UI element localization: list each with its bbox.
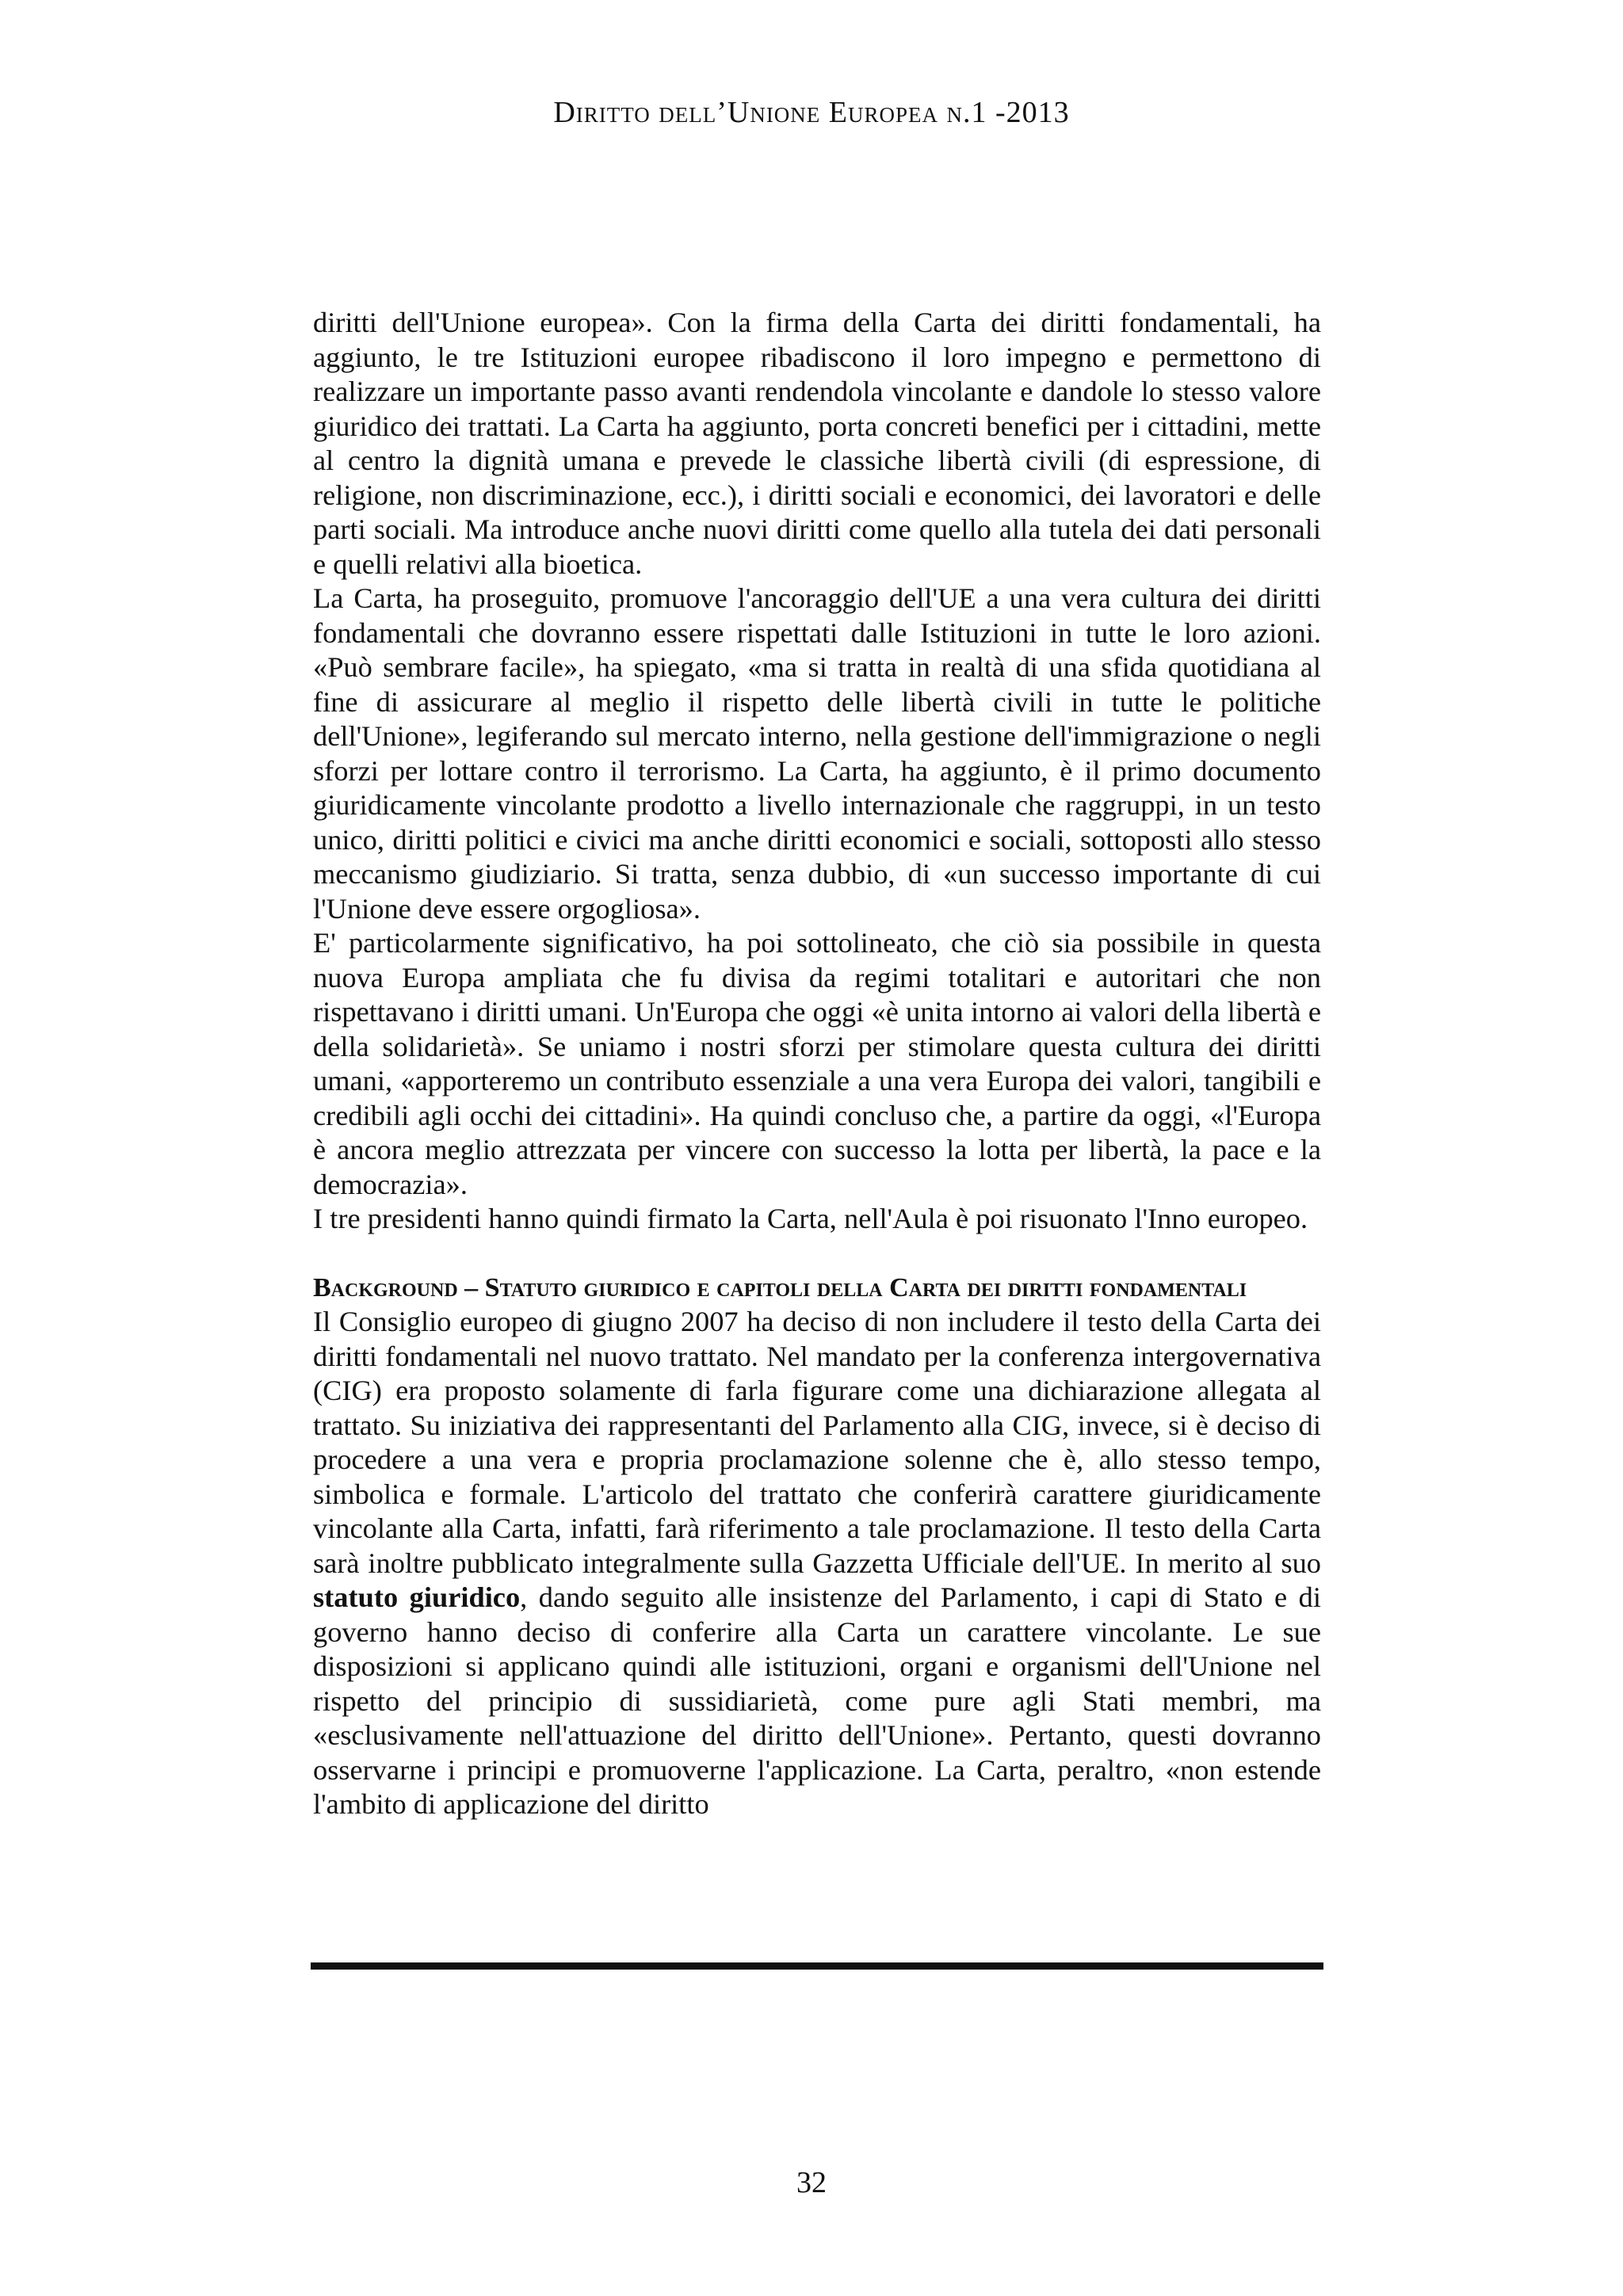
running-head: Diritto dell’Unione Europea n.1 -2013 — [553, 96, 1070, 129]
section-paragraph — [313, 1305, 1321, 1822]
section-heading: Background – Statuto giuridico e capitoli della Carta dei diritti fondamentali — [313, 1272, 1247, 1302]
bold-term: statuto giuridico — [313, 1581, 521, 1613]
section-text-part-1: Il Consiglio europeo di giugno 2007 ha deciso di non includere il testo della Carta dei diritti fondamentali nel nuovo trattato. Nel mandato per la conferenza intergovernativa (CIG) era proposto solamente di farla figurare come una dichiarazione allegata al trattato. Su iniziativa dei rappresentanti del Parlamento alla CIG, invece, si è deciso di procedere a una vera e propria proclamazione solenne che è, allo stesso tempo, simbolica e formale. L'articolo del trattato che conferirà carattere giuridicamente vincolante alla Carta, infatti, farà riferimento a tale proclamazione. Il testo della Carta sarà inoltre pubblicato integralmente sulla Gazzetta Ufficiale dell'UE. In merito al suo — [313, 1306, 1321, 1579]
paragraph-4: I tre presidenti hanno quindi firmato la Carta, nell'Aula è poi risuonato l'Inno europeo. — [313, 1203, 1308, 1234]
paragraph-3: E' particolarmente significativo, ha poi sottolineato, che ciò sia possibile in questa nuova Europa ampliata che fu divisa da regimi totalitari e autoritari che non rispettavano i diritti umani. Un'Europa che oggi «è unita intorno ai valori della libertà e della solidarietà». Se uniamo i nostri sforzi per stimolare questa cultura dei diritti umani, «apporteremo un contributo essenziale a una vera Europa dei valori, tangibili e credibili agli occhi dei cittadini». Ha quindi concluso che, a partire da oggi, «l'Europa è ancora meglio attrezzata per vincere con successo la lotta per libertà, la pace e la democrazia». — [313, 927, 1321, 1200]
footnote-separator-rule — [311, 1962, 1323, 1970]
page-number: 32 — [796, 2166, 827, 2199]
body-text — [313, 306, 1321, 1822]
paragraph-2: La Carta, ha proseguito, promuove l'ancoraggio dell'UE a una vera cultura dei diritti fondamentali che dovranno essere rispettati dalle Istituzioni in tutte le loro azioni. «Può sembrare facile», ha spiegato, «ma si tratta in realtà di una sfida quotidiana al fine di assicurare al meglio il rispetto delle libertà civili in tutte le politiche dell'Unione», legiferando sul mercato interno, nella gestione dell'immigrazione o negli sforzi per lottare contro il terrorismo. La Carta, ha aggiunto, è il primo documento giuridicamente vincolante prodotto a livello internazionale che raggruppi, in un testo unico, diritti politici e civici ma anche diritti economici e sociali, sottoposti allo stesso meccanismo giudiziario. Si tratta, senza dubbio, di «un successo importante di cui l'Unione deve essere orgogliosa». — [313, 582, 1321, 925]
paragraph-1: diritti dell'Unione europea». Con la firma della Carta dei diritti fondamentali, ha aggiunto, le tre Istituzioni europee ribadiscono il loro impegno e permettono di realizzare un importante passo avanti rendendola vincolante e dandole lo stesso valore giuridico dei trattati. La Carta ha aggiunto, porta concreti benefici per i cittadini, mette al centro la dignità umana e prevede le classiche libertà civili (di espressione, di religione, non discriminazione, ecc.), i diritti sociali e economici, dei lavoratori e delle parti sociali. Ma introduce anche nuovi diritti come quello alla tutela dei dati personali e quelli relativi alla bioetica. — [313, 307, 1321, 580]
section-text-part-2: , dando seguito alle insistenze del Parlamento, i capi di Stato e di governo hanno deciso di conferire alla Carta un carattere vincolante. Le sue disposizioni si applicano quindi alle istituzioni, organi e organismi dell'Unione nel rispetto del principio di sussidiarietà, come pure agli Stati membri, ma «esclusivamente nell'attuazione del diritto dell'Unione». Pertanto, questi dovranno osservarne i principi e promuoverne l'applicazione. La Carta, peraltro, «non estende l'ambito di applicazione del diritto — [313, 1581, 1321, 1820]
